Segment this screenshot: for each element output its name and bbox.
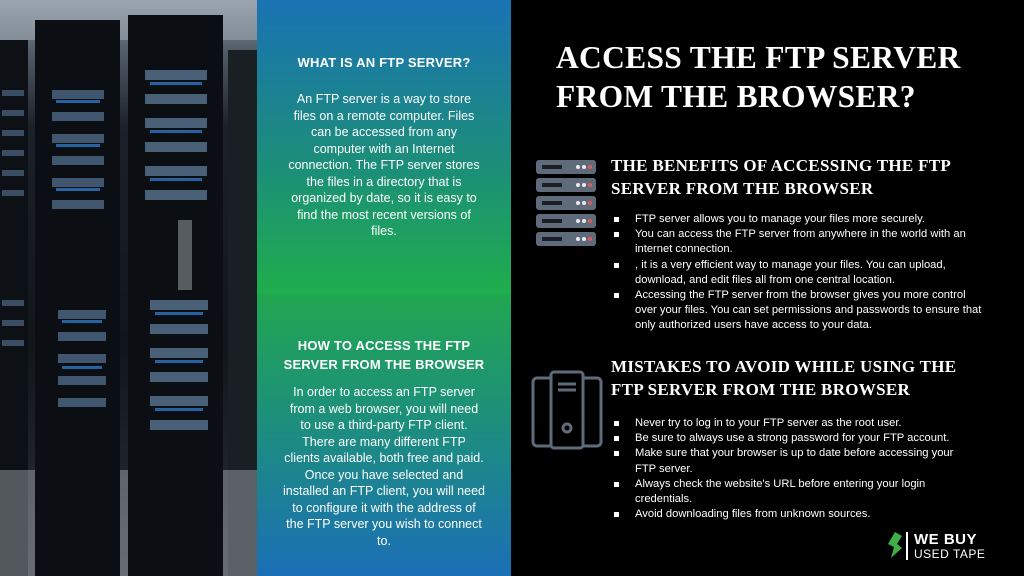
mistakes-list	[612, 416, 972, 522]
main-title: ACCESS THE FTP SERVER FROM THE BROWSER?	[556, 40, 961, 114]
list-item: Always check the website's URL before entering your login credentials.	[612, 477, 972, 507]
how-to-access-panel	[257, 294, 511, 576]
server-racks-illustration	[0, 0, 257, 576]
benefits-list	[612, 212, 982, 334]
leaf-icon	[886, 532, 902, 558]
list-item: Accessing the FTP server from the browser gives you more control over your files. You can set permissions and passwords to ensure that only authorized users have access to your data.	[612, 288, 982, 334]
server-stack-icon	[536, 160, 596, 246]
logo-divider	[906, 532, 908, 560]
server-tower-icon	[531, 370, 603, 450]
mistakes-title: MISTAKES TO AVOID WHILE USING THE FTP SERVER FROM THE BROWSER	[611, 357, 957, 399]
how-to-access-heading: HOW TO ACCESS THE FTP SERVER FROM THE BROWSER	[283, 338, 485, 372]
server-room-photo	[0, 0, 257, 576]
what-is-ftp-body: An FTP server is a way to store files on a remote computer. Files can be accessed from any computer with an Internet connection. The FTP server stores the files in a directory that is organized by date, so it is easy to find the most recent versions of files.	[288, 92, 480, 238]
logo-line-1: WE BUY	[914, 531, 977, 548]
list-item: FTP server allows you to manage your files more securely.	[612, 212, 982, 227]
how-to-access-body: In order to access an FTP server from a web browser, you will need to use a third-party FTP client. There are many different FTP clients available, both free and paid. Once you have selected and installed an FTP client, you will need to configure it with the address of the FTP server you wish to connect to.	[283, 385, 485, 548]
list-item: , it is a very efficient way to manage your files. You can upload, download, and edit files all from one central location.	[612, 258, 982, 288]
list-item: You can access the FTP server from anywhere in the world with an internet connection.	[612, 227, 982, 257]
benefits-title: THE BENEFITS OF ACCESSING THE FTP SERVER FROM THE BROWSER	[611, 156, 951, 198]
we-buy-used-tape-logo	[886, 530, 1021, 562]
list-item: Never try to log in to your FTP server as the root user.	[612, 416, 972, 431]
list-item: Avoid downloading files from unknown sources.	[612, 507, 972, 522]
what-is-ftp-heading: WHAT IS AN FTP SERVER?	[297, 55, 471, 70]
logo-line-2: USED TAPE	[914, 547, 986, 561]
list-item: Be sure to always use a strong password for your FTP account.	[612, 431, 972, 446]
list-item: Make sure that your browser is up to date before accessing your FTP server.	[612, 446, 972, 476]
what-is-ftp-panel	[257, 0, 511, 294]
right-content	[511, 0, 1024, 576]
